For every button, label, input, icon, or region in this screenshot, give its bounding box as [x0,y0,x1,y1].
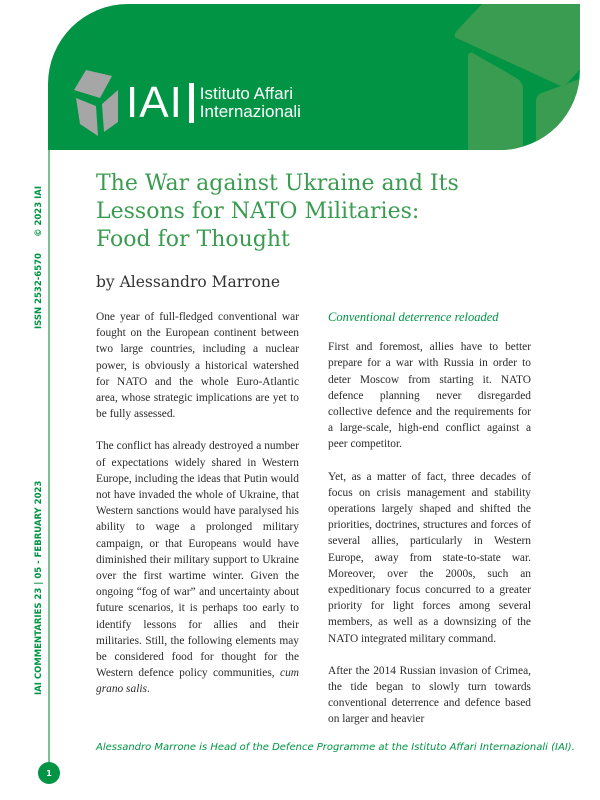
logo-divider [189,83,194,123]
title-line: The War against Ukraine and Its [96,171,459,196]
copyright: © 2023 IAI [34,186,44,237]
latin-phrase: cum grano salis [96,667,299,696]
series-info: IAI COMMENTARIES 23 | 05 - FEBRUARY 2023 [34,480,44,695]
paragraph: The conflict has already destroyed a number of expectations widely shared in Western Europe, including the ideas that Putin would not have invaded the whole of Ukraine, that Western sanctions would have paralysed his ability to wage a prolonged military campaign, or that Europeans would have diminished their military support to Ukraine over the first wartime winter. Given the ongoing “fog of war” and uncertainty about future scenarios, it is perhaps too early to identify lessons for allies and their militaries. Still, the following elements may be considered food for thought for the Western defence policy communities, cum grano salis. [96,440,299,696]
cube-logo-icon [74,68,120,138]
institute-name-line2: Internazionali [199,102,301,121]
title-line: Food for Thought [96,227,290,252]
issn: ISSN 2532-6570 [34,253,44,329]
institute-name-line1: Istituto Affari [199,84,294,103]
author-footnote: Alessandro Marrone is Head of the Defence Programme at the Istituto Affari Internazionali (IAI). [96,742,575,753]
sidebar-rule [48,150,50,762]
page-number: 1 [38,762,60,784]
byline: by Alessandro Marrone [96,273,281,291]
paragraph: After the 2014 Russian invasion of Crimea, the tide began to slowly turn towards conventional deterrence and defence based on larger and heavier [328,664,531,726]
paragraph-text: The conflict has already destroyed a number of expectations widely shared in Western Europe, including the ideas that Putin would not have invaded the whole of Ukraine, that Western sanctions would have paralysed his ability to wage a prolonged military campaign, or that Europeans would have diminished their military support to Ukraine over the first wartime winter. Given the ongoing “fog of war” and uncertainty about future scenarios, it is perhaps too early to identify lessons for allies and their militaries. Still, the following elements may be considered food for thought for the Western defence policy communities, [96,440,299,680]
page-title [96,170,576,254]
iai-logo [74,68,301,138]
column-right [328,309,531,744]
logo-wordmark: IAI [126,78,183,127]
title-line: Lessons for NATO Militaries: [96,199,420,224]
paragraph: Yet, as a matter of fact, three decades of focus on crisis management and stability operations largely shaped and shifted the priorities, doctrines, structures and forces of several allies, particularly in Western Europe, away from state-to-state war. Moreover, over the 2000s, such an expeditionary focus concurred to a greater priority for light forces among several members, as well as a downsizing of the NATO integrated military command. [328,470,531,645]
paragraph: One year of full-fledged conventional war fought on the European continent between two large countries, including a nuclear power, is obviously a historical watershed for NATO and the whole Euro-Atlantic area, whose strategic implications are yet to be fully assessed. [96,311,299,421]
header-banner [48,4,580,150]
paragraph: First and foremost, allies have to better prepare for a war with Russia in order to deter Moscow from starting it. NATO defence planning never disregarded collective defence and the requirements for a large-scale, high-end conflict against a peer competitor. [328,341,531,451]
column-left [96,309,299,714]
section-heading: Conventional deterrence reloaded [328,310,499,324]
